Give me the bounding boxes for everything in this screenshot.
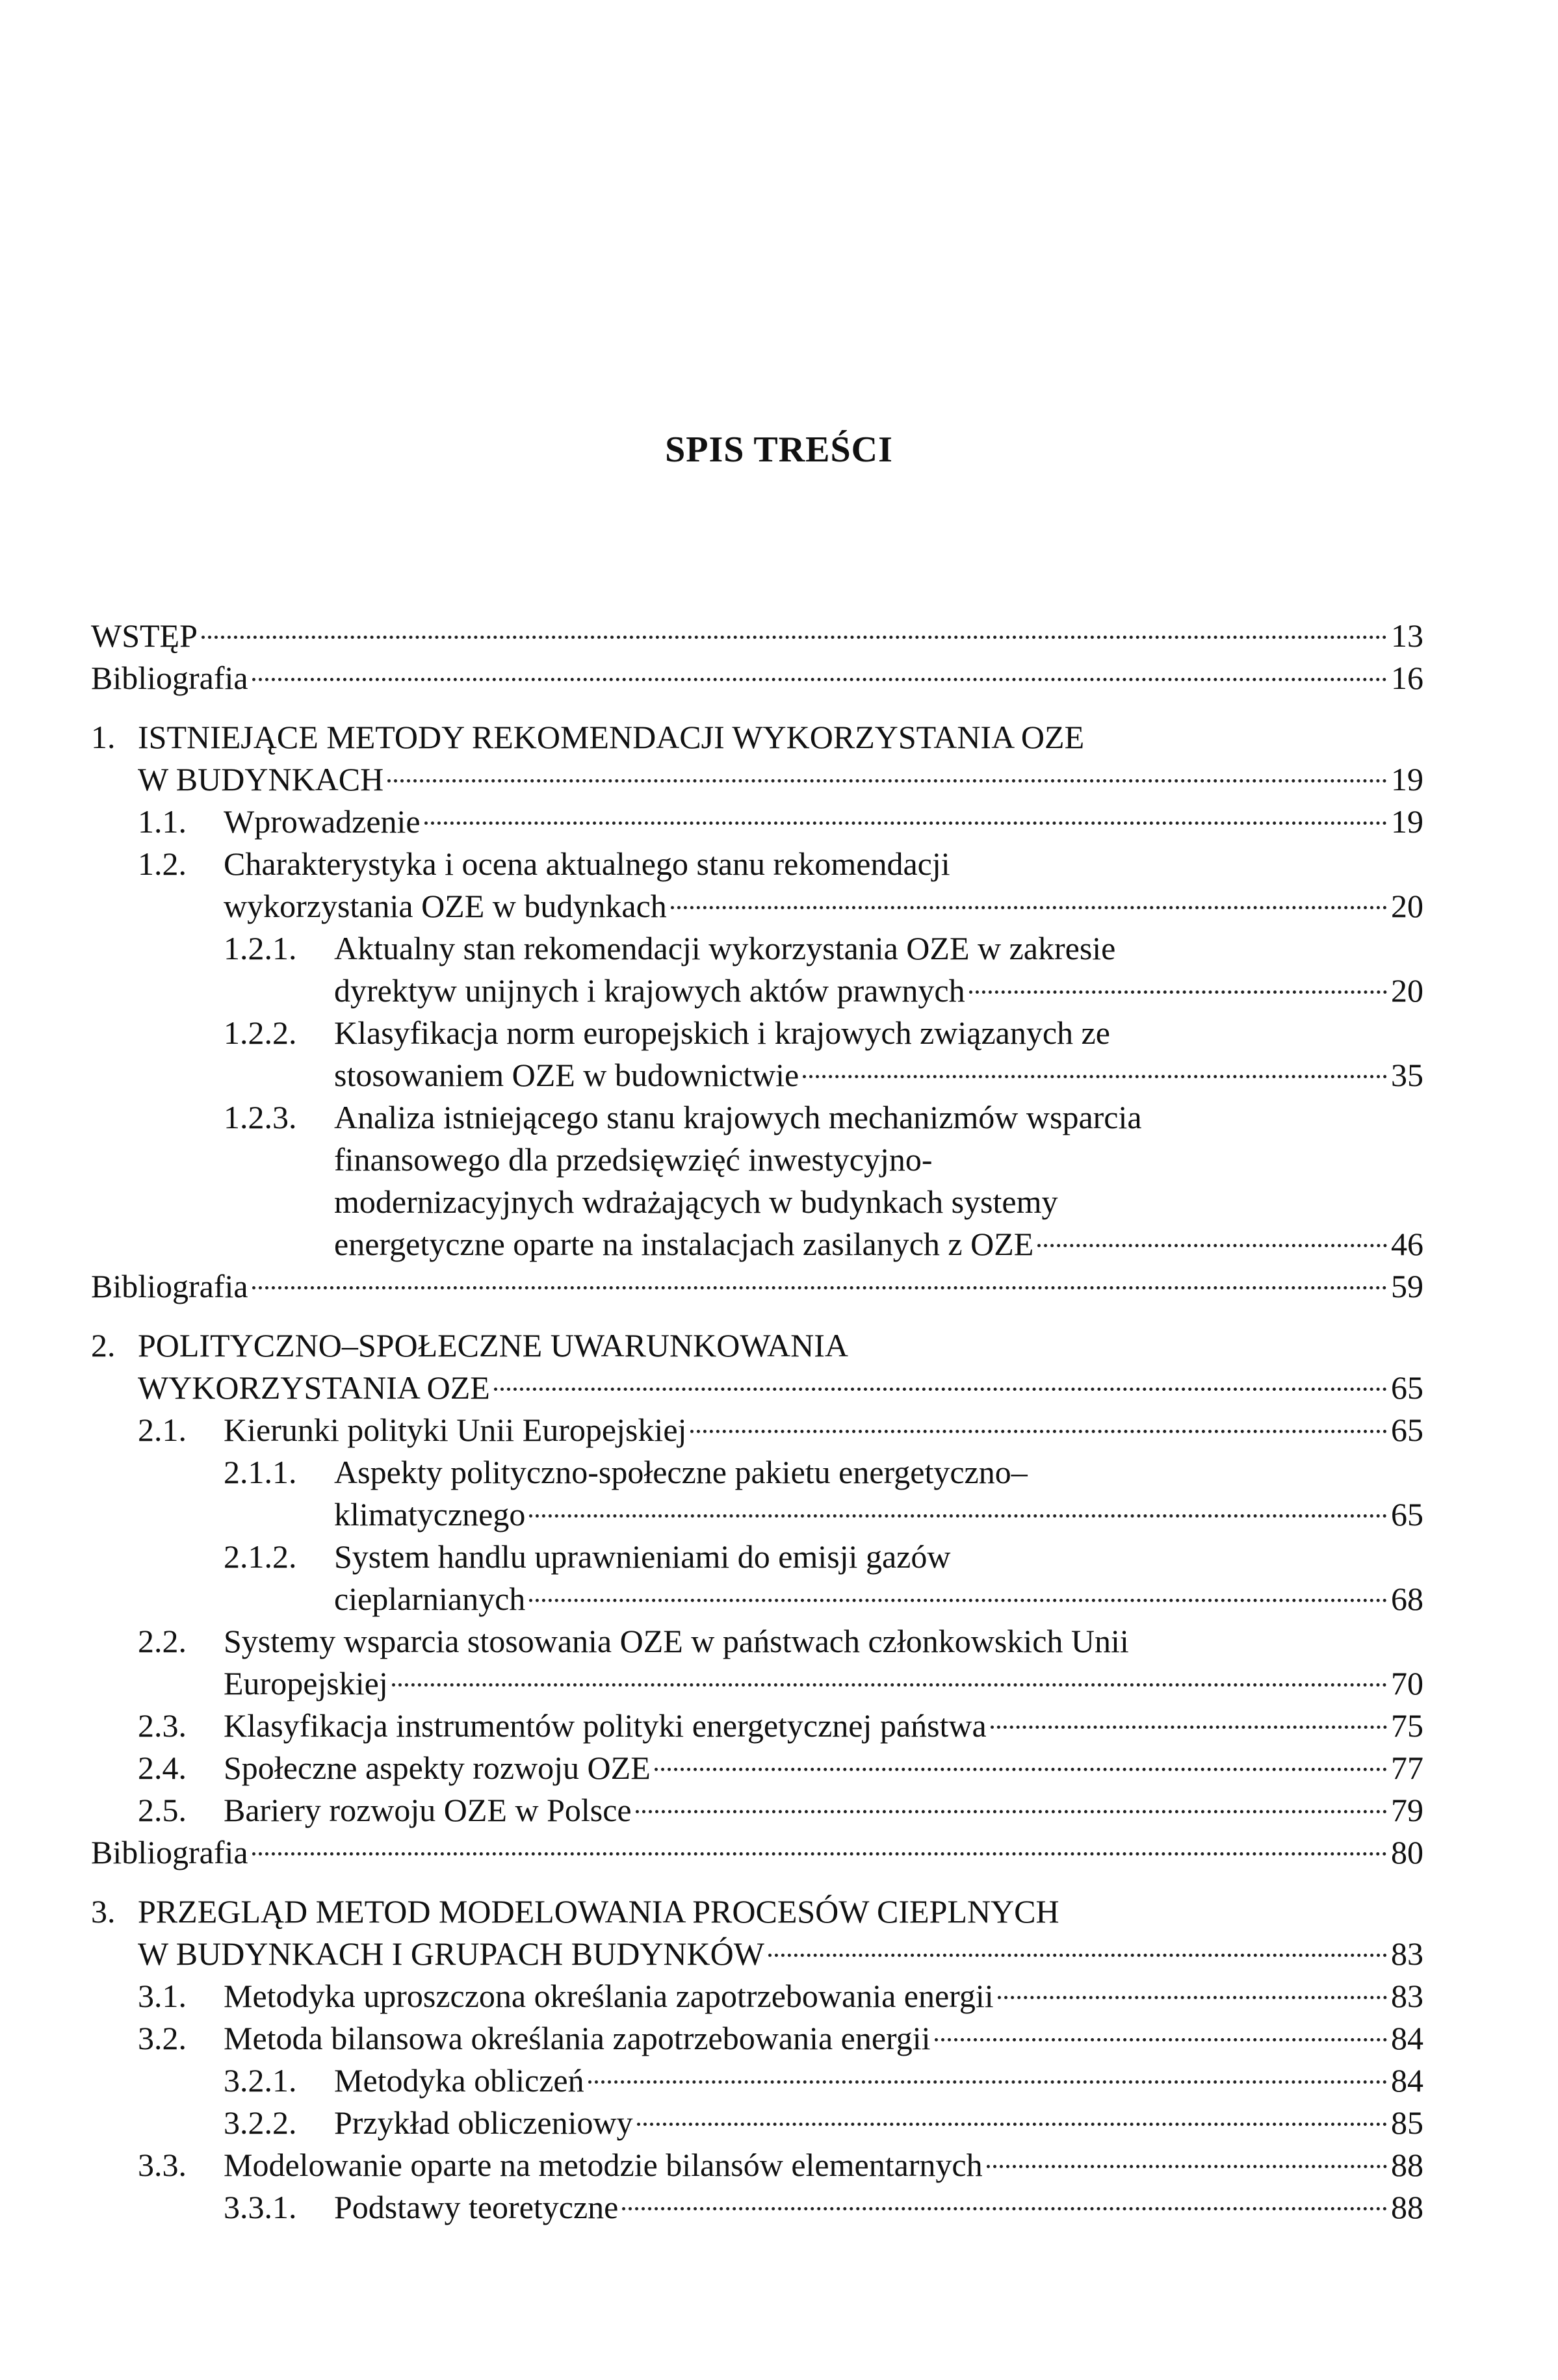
toc-page-number: 59: [1391, 1268, 1423, 1304]
toc-entry-text: finansowego dla przedsięwzięć inwestycyjno-: [334, 1141, 933, 1178]
toc-entry-continuation: [91, 1494, 1423, 1536]
toc-entry-text: Klasyfikacja norm europejskich i krajowych związanych ze: [334, 1015, 1110, 1051]
toc-entry-number: 1.: [91, 719, 116, 755]
toc-entry-number: 2.1.2.: [224, 1538, 297, 1575]
dot-leader: [768, 1954, 1387, 1957]
toc-entry: [91, 2144, 1423, 2186]
toc-entry-text: PRZEGLĄD METOD MODELOWANIA PROCESÓW CIEPLNYCH: [138, 1893, 1059, 1930]
toc-entry-number: 3.2.: [138, 2020, 187, 2056]
toc-page-number: 70: [1391, 1665, 1423, 1701]
toc-entry-number: 1.2.3.: [224, 1099, 297, 1135]
page-title: SPIS TREŚCI: [665, 430, 893, 470]
toc-entry-text: Podstawy teoretyczne: [334, 2189, 619, 2225]
toc-entry-text: Metoda bilansowa określania zapotrzebowania energii: [224, 2020, 931, 2056]
toc-page-number: 84: [1391, 2020, 1423, 2056]
toc-chapter-heading: [91, 716, 1423, 758]
toc-entry-number: 3.2.2.: [224, 2104, 297, 2141]
toc-entry: [91, 1012, 1423, 1054]
toc-chapter-heading: [91, 1325, 1423, 1367]
dot-leader: [803, 1075, 1387, 1078]
toc-entry-number: 1.2.: [138, 846, 187, 882]
toc-entry-number: 2.4.: [138, 1750, 187, 1786]
toc-page-number: 77: [1391, 1750, 1423, 1786]
dot-leader: [991, 1726, 1387, 1729]
toc-entry-continuation: [91, 1933, 1423, 1975]
toc-entry-number: 2.1.: [138, 1412, 187, 1448]
dot-leader: [987, 2165, 1387, 2168]
toc-entry: [91, 2017, 1423, 2060]
toc-page-number: 85: [1391, 2104, 1423, 2141]
toc-entry-number: 2.3.: [138, 1707, 187, 1744]
toc-entry-text: Kierunki polityki Unii Europejskiej: [224, 1412, 687, 1448]
dot-leader: [969, 990, 1387, 994]
toc-entry-continuation: [91, 1367, 1423, 1409]
toc-entry-continuation: [91, 758, 1423, 801]
toc-entry-text: Analiza istniejącego stanu krajowych mechanizmów wsparcia: [334, 1099, 1142, 1135]
toc-entry-text: dyrektyw unijnych i krajowych aktów prawnych: [334, 972, 965, 1009]
toc-entry: [91, 801, 1423, 843]
toc-entry-text: stosowaniem OZE w budownictwie: [334, 1057, 799, 1093]
toc-entry-text: Aktualny stan rekomendacji wykorzystania OZE w zakresie: [334, 930, 1116, 966]
dot-leader: [1037, 1244, 1387, 1247]
toc-page-number: 83: [1391, 1978, 1423, 2014]
dot-leader: [424, 821, 1387, 825]
toc-page-number: 20: [1391, 888, 1423, 924]
toc-entry: [91, 2102, 1423, 2144]
toc-entry-text: System handlu uprawnieniami do emisji gazów: [334, 1538, 951, 1575]
toc-entry-text: Metodyka uproszczona określania zapotrzebowania energii: [224, 1978, 994, 2014]
toc-entry: [91, 1789, 1423, 1831]
dot-leader: [671, 906, 1387, 909]
toc-page-number: 79: [1391, 1792, 1423, 1828]
toc-page-number: 19: [1391, 761, 1423, 797]
toc-page-number: 46: [1391, 1226, 1423, 1262]
toc-entry-text: ISTNIEJĄCE METODY REKOMENDACJI WYKORZYSTANIA OZE: [138, 719, 1085, 755]
dot-leader: [529, 1514, 1387, 1518]
toc-entry-text: Bibliografia: [91, 660, 248, 696]
toc-entry: [91, 1620, 1423, 1662]
toc-entry-text: Aspekty polityczno-społeczne pakietu energetyczno–: [334, 1454, 1028, 1490]
toc-entry-text: Bariery rozwoju OZE w Polsce: [224, 1792, 632, 1828]
toc-page-number: 65: [1391, 1369, 1423, 1406]
toc-entry-continuation: [91, 1578, 1423, 1620]
toc-entry: [91, 2060, 1423, 2102]
toc-entry-text: W BUDYNKACH I GRUPACH BUDYNKÓW: [138, 1935, 764, 1972]
toc-entry: [91, 1096, 1423, 1139]
toc-entry: [91, 843, 1423, 885]
toc-page-number: 19: [1391, 803, 1423, 840]
toc-page-number: 68: [1391, 1581, 1423, 1617]
toc-entry-text: W BUDYNKACH: [138, 761, 384, 797]
toc-entry-number: 1.1.: [138, 803, 187, 840]
toc-entry-continuation: [91, 970, 1423, 1012]
toc-entry: [91, 1705, 1423, 1747]
toc-entry-text: wykorzystania OZE w budynkach: [224, 888, 667, 924]
dot-leader: [690, 1430, 1387, 1433]
dot-leader: [201, 636, 1387, 639]
dot-leader: [588, 2080, 1387, 2084]
toc-entry-continuation: [91, 1662, 1423, 1705]
toc-entry-continuation: [91, 1223, 1423, 1265]
toc-entry: [91, 615, 1423, 657]
toc-entry-number: 2.1.1.: [224, 1454, 297, 1490]
toc-page-number: 80: [1391, 1834, 1423, 1870]
dot-leader: [252, 1852, 1387, 1856]
toc-entry-number: 2.5.: [138, 1792, 187, 1828]
toc-page-number: 35: [1391, 1057, 1423, 1093]
toc-page-number: 16: [1391, 660, 1423, 696]
toc-entry-number: 2.: [91, 1327, 116, 1364]
toc-entry: [91, 1451, 1423, 1494]
toc-page-number: 84: [1391, 2062, 1423, 2099]
toc-page-number: 13: [1391, 617, 1423, 654]
dot-leader: [252, 1286, 1387, 1289]
dot-leader: [529, 1599, 1387, 1602]
toc-page-number: 88: [1391, 2147, 1423, 2183]
toc-entry-number: 3.1.: [138, 1978, 187, 2014]
toc-entry-number: 1.2.2.: [224, 1015, 297, 1051]
dot-leader: [622, 2207, 1387, 2210]
dot-leader: [655, 1768, 1387, 1771]
dot-leader: [998, 1996, 1387, 1999]
toc-entry-text: WYKORZYSTANIA OZE: [138, 1369, 490, 1406]
toc-entry-text: Systemy wsparcia stosowania OZE w państwach członkowskich Unii: [224, 1623, 1129, 1659]
toc-entry-text: klimatycznego: [334, 1496, 526, 1533]
dot-leader: [637, 2123, 1387, 2126]
toc-entry: [91, 1409, 1423, 1451]
toc-entry: [91, 927, 1423, 970]
table-of-contents: [91, 615, 1423, 2229]
dot-leader: [494, 1388, 1387, 1391]
toc-entry-number: 3.: [91, 1893, 116, 1930]
dot-leader: [935, 2038, 1387, 2041]
toc-entry-text: Wprowadzenie: [224, 803, 421, 840]
toc-entry-text: Metodyka obliczeń: [334, 2062, 584, 2099]
toc-entry-number: 3.3.1.: [224, 2189, 297, 2225]
toc-entry-text: Społeczne aspekty rozwoju OZE: [224, 1750, 651, 1786]
toc-entry: [91, 2186, 1423, 2229]
toc-page-number: 88: [1391, 2189, 1423, 2225]
toc-entry-text: Bibliografia: [91, 1834, 248, 1870]
dot-leader: [636, 1810, 1387, 1813]
toc-entry-text: energetyczne oparte na instalacjach zasilanych z OZE: [334, 1226, 1034, 1262]
toc-page-number: 83: [1391, 1935, 1423, 1972]
dot-leader: [392, 1683, 1387, 1687]
toc-entry-number: 3.3.: [138, 2147, 187, 2183]
toc-chapter-heading: [91, 1891, 1423, 1933]
dot-leader: [252, 678, 1387, 681]
toc-entry-number: 2.2.: [138, 1623, 187, 1659]
toc-entry-text: Europejskiej: [224, 1665, 388, 1701]
toc-entry-text: Charakterystyka i ocena aktualnego stanu rekomendacji: [224, 846, 950, 882]
toc-entry: [91, 1536, 1423, 1578]
toc-entry-text: Klasyfikacja instrumentów polityki energetycznej państwa: [224, 1707, 987, 1744]
toc-entry-number: 1.2.1.: [224, 930, 297, 966]
toc-page-number: 20: [1391, 972, 1423, 1009]
dot-leader: [387, 779, 1387, 783]
toc-entry-text: WSTĘP: [91, 617, 198, 654]
toc-entry-continuation: [91, 885, 1423, 927]
toc-entry: [91, 1831, 1423, 1874]
toc-page-number: 65: [1391, 1496, 1423, 1533]
toc-entry-text: Modelowanie oparte na metodzie bilansów elementarnych: [224, 2147, 983, 2183]
toc-entry-number: 3.2.1.: [224, 2062, 297, 2099]
toc-entry-text: Bibliografia: [91, 1268, 248, 1304]
toc-entry-text: cieplarnianych: [334, 1581, 526, 1617]
toc-entry-text: modernizacyjnych wdrażających w budynkach systemy: [334, 1184, 1058, 1220]
toc-entry-continuation: [91, 1054, 1423, 1096]
toc-entry: [91, 1265, 1423, 1308]
toc-entry-continuation: [91, 1139, 1423, 1181]
toc-entry: [91, 1975, 1423, 2017]
toc-page-number: 75: [1391, 1707, 1423, 1744]
toc-entry: [91, 1747, 1423, 1789]
toc-page-number: 65: [1391, 1412, 1423, 1448]
toc-entry-text: POLITYCZNO–SPOŁECZNE UWARUNKOWANIA: [138, 1327, 848, 1364]
toc-entry-text: Przykład obliczeniowy: [334, 2104, 633, 2141]
toc-entry: [91, 657, 1423, 699]
toc-entry-continuation: [91, 1181, 1423, 1223]
